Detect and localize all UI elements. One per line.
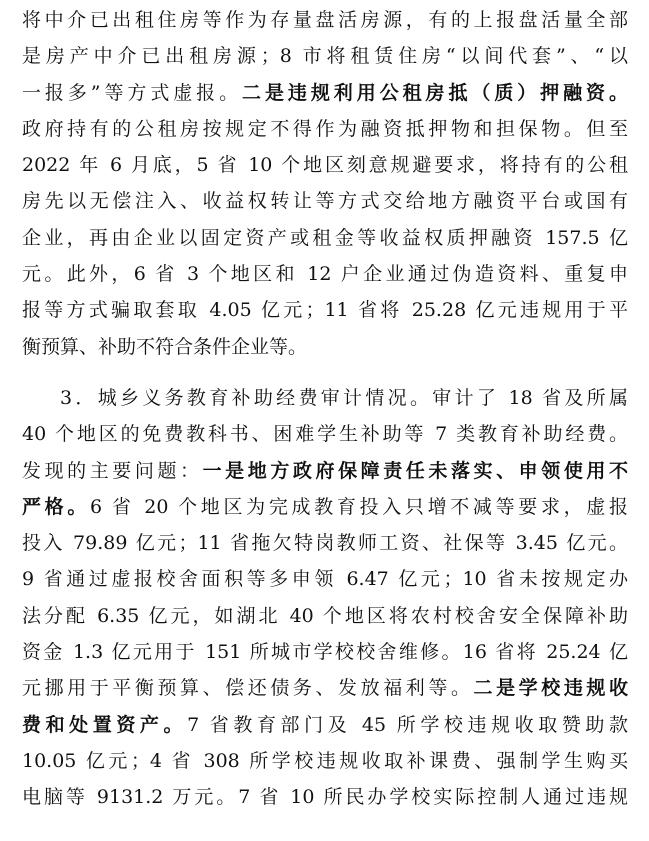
text-line: [22, 453, 628, 489]
text-run: 元。此外，6 省 3 个地区和 12 户企业通过伪造资料、重复申: [22, 263, 628, 286]
bold-heading-run: 二是违规利用公租房抵（质）押融资。: [242, 81, 628, 104]
paragraph-education-subsidy-audit: [22, 380, 628, 816]
text-run: 是房产中介已出租房源；8 市将租赁住房“以间代套”、“以: [22, 45, 628, 68]
text-line: [22, 147, 628, 183]
text-line: [22, 38, 628, 74]
text-line: [22, 561, 628, 597]
text-line: [22, 2, 628, 38]
text-run: 40 个地区的免费教科书、困难学生补助等 7 类教育补助经费。: [22, 423, 628, 446]
text-run: 发现的主要问题：: [22, 459, 203, 482]
text-run: 2022 年 6 月底，5 省 10 个地区刻意规避要求，将持有的公租: [22, 154, 628, 177]
text-run: 法分配 6.35 亿元，如湖北 40 个地区将农村校舍安全保障补助: [22, 604, 628, 627]
text-run: 投入 79.89 亿元；11 省拖欠特岗教师工资、社保等 3.45 亿元。: [22, 532, 628, 555]
text-run: 10.05 亿元；4 省 308 所学校违规收取补课费、强制学生购买: [22, 749, 628, 772]
text-line: [22, 292, 628, 328]
paragraph-public-rental-housing: [22, 2, 628, 365]
text-line: [22, 183, 628, 219]
text-line: [22, 779, 628, 815]
text-line: [22, 489, 628, 525]
bold-heading-run: 严格。: [22, 495, 91, 518]
bold-heading-run: 一是地方政府保障责任未落实、申领使用不: [202, 459, 628, 482]
text-line: [22, 670, 628, 706]
text-run: 3．城乡义务教育补助经费审计情况。审计了 18 省及所属: [60, 387, 628, 409]
text-line: [22, 525, 628, 561]
text-run: 房先以无偿注入、收益权转让等方式交给地方融资平台或国有: [22, 190, 628, 213]
text-line: [22, 111, 628, 147]
text-run: 资金 1.3 亿元用于 151 所城市学校校舍维修。16 省将 25.24 亿: [22, 641, 628, 664]
text-line: [22, 416, 628, 452]
text-line: [22, 743, 628, 779]
text-run: 企业，再由企业以固定资产或租金等收益权质押融资 157.5 亿: [22, 226, 628, 249]
text-run: 衡预算、补助不符合条件企业等。: [22, 335, 308, 358]
text-run: 7 省教育部门及 45 所学校违规收取赞助款: [187, 713, 628, 736]
text-line: [22, 329, 628, 365]
text-run: 政府持有的公租房按规定不得作为融资抵押物和担保物。但至: [22, 117, 628, 140]
text-line: [22, 380, 628, 416]
text-run: 电脑等 9131.2 万元。7 省 10 所民办学校实际控制人通过违规: [22, 786, 628, 809]
text-run: 将中介已出租住房等作为存量盘活房源，有的上报盘活量全部: [22, 9, 628, 31]
text-line: [22, 598, 628, 634]
text-run: 一报多”等方式虚报。: [22, 81, 243, 104]
bold-heading-run: 费和处置资产。: [22, 713, 188, 736]
text-run: 元挪用于平衡预算、偿还债务、发放福利等。: [22, 677, 474, 700]
text-line: [22, 220, 628, 256]
text-line: [22, 256, 628, 292]
text-line: [22, 75, 628, 111]
text-line: [22, 634, 628, 670]
text-run: 9 省通过虚报校舍面积等多申领 6.47 亿元；10 省未按规定办: [22, 568, 628, 591]
text-line: [22, 707, 628, 743]
text-run: 报等方式骗取套取 4.05 亿元；11 省将 25.28 亿元违规用于平: [22, 299, 628, 322]
text-run: 6 省 20 个地区为完成教育投入只增不减等要求，虚报: [90, 495, 628, 518]
bold-heading-run: 二是学校违规收: [473, 677, 628, 700]
